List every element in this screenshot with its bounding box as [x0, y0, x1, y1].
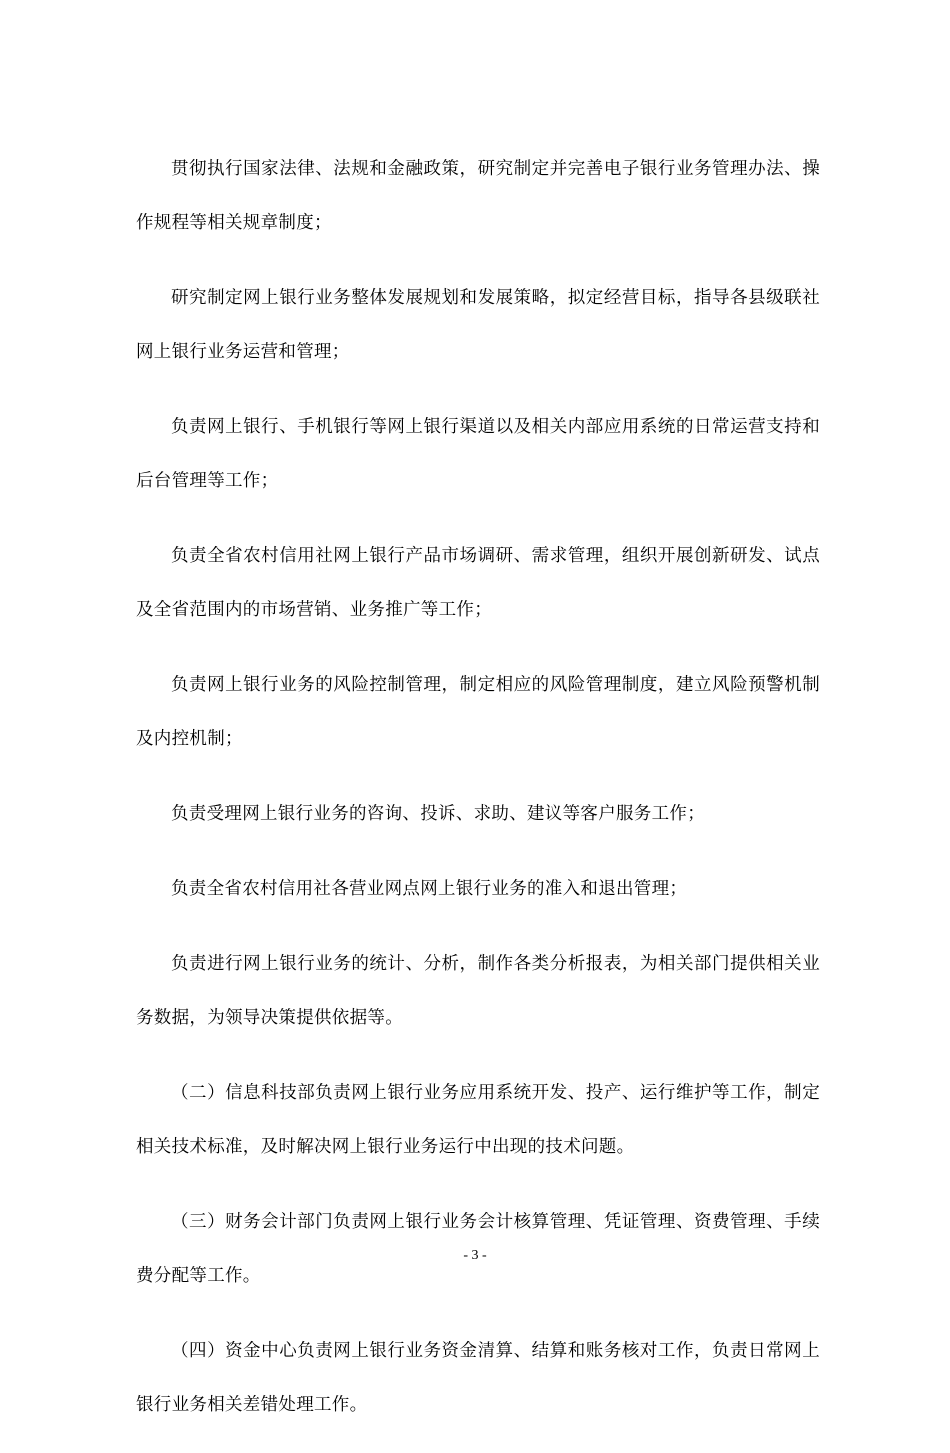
paragraph-it-department: （二）信息科技部负责网上银行业务应用系统开发、投产、运行维护等工作，制定相关技术标准，及时解决网上银行业务运行中出现的技术问题。 — [136, 1083, 820, 1157]
paragraph-policy-implementation: 贯彻执行国家法律、法规和金融政策，研究制定并完善电子银行业务管理办法、操作规程等相关规章制度； — [136, 159, 820, 233]
paragraph-daily-operations: 负责网上银行、手机银行等网上银行渠道以及相关内部应用系统的日常运营支持和后台管理等工作； — [136, 417, 820, 491]
paragraph-risk-control: 负责网上银行业务的风险控制管理，制定相应的风险管理制度，建立风险预警机制及内控机制； — [136, 675, 820, 749]
paragraph-finance-department: （三）财务会计部门负责网上银行业务会计核算管理、凭证管理、资费管理、手续费分配等工作。 — [136, 1212, 820, 1286]
paragraph-customer-service: 负责受理网上银行业务的咨询、投诉、求助、建议等客户服务工作； — [171, 804, 705, 824]
paragraph-market-research: 负责全省农村信用社网上银行产品市场调研、需求管理，组织开展创新研发、试点及全省范围内的市场营销、业务推广等工作； — [136, 546, 820, 620]
paragraph-access-management: 负责全省农村信用社各营业网点网上银行业务的准入和退出管理； — [171, 879, 688, 899]
paragraph-development-planning: 研究制定网上银行业务整体发展规划和发展策略，拟定经营目标，指导各县级联社网上银行业务运营和管理； — [136, 288, 820, 362]
page-number: - 3 - — [463, 1248, 487, 1263]
paragraph-statistics-analysis: 负责进行网上银行业务的统计、分析，制作各类分析报表，为相关部门提供相关业务数据，为领导决策提供依据等。 — [136, 954, 820, 1028]
paragraph-fund-center: （四）资金中心负责网上银行业务资金清算、结算和账务核对工作，负责日常网上银行业务相关差错处理工作。 — [136, 1341, 820, 1415]
